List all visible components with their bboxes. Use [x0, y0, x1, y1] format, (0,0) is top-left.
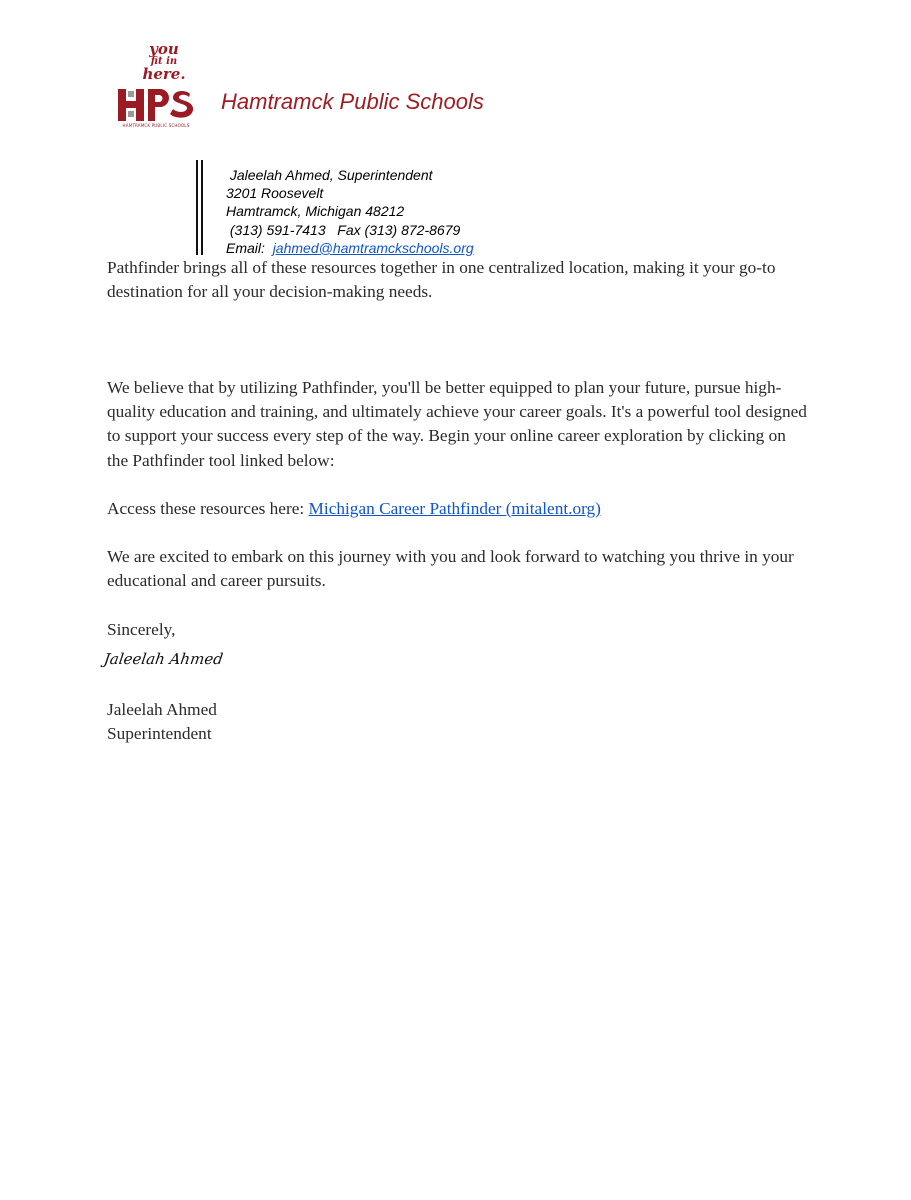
paragraph-4: [107, 545, 807, 593]
paragraph-3: [107, 497, 807, 521]
signer-block: [107, 698, 807, 746]
logo-tagline-line2: fit in: [150, 56, 178, 67]
address-phone-fax: (313) 591-7413 Fax (313) 872-8679: [226, 221, 461, 238]
handwritten-signature: Jaleelah Ahmed: [102, 650, 225, 668]
address-name-line: Jaleelah Ahmed, Superintendent: [226, 167, 433, 183]
hps-logo-mark: [116, 88, 196, 122]
address-email-line: [226, 239, 474, 257]
address-street: 3201 Roosevelt: [226, 185, 324, 202]
email-link[interactable]: jahmed@hamtramckschools.org: [272, 239, 474, 256]
paragraph-1-text: Pathfinder brings all of these resources together in one centralized location, making it your go-to destination for all your decision-making needs.: [107, 258, 776, 302]
paragraph-4-text: We are excited to embark on this journey with you and look forward to watching you thrive in your educational and career pursuits.: [107, 547, 794, 591]
closing: [107, 618, 807, 642]
hps-logo: [116, 42, 196, 132]
pathfinder-link[interactable]: Michigan Career Pathfinder (mitalent.org): [308, 499, 601, 518]
organization-name: Hamtramck Public Schools: [221, 89, 484, 114]
address-rule-right: [201, 160, 203, 255]
paragraph-2: [107, 376, 807, 473]
email-label: Email:: [226, 239, 273, 256]
signer-title: Superintendent: [107, 724, 212, 744]
address-block: [226, 166, 474, 257]
closing-text: Sincerely,: [107, 620, 176, 639]
paragraph-2-text: We believe that by utilizing Pathfinder, you'll be better equipped to plan your future, pursue high-quality education and training, and ultimately achieve your career goals. It's a powerful tool designed to support your success every step of the way. Begin your online career exploration by clicking on the Pathfinder tool linked below:: [107, 378, 807, 470]
address-city: Hamtramck, Michigan 48212: [226, 203, 405, 220]
logo-tagline-line1: you: [149, 40, 179, 58]
access-resources-text: Access these resources here:: [107, 499, 309, 518]
paragraph-1: [107, 256, 807, 304]
signer-name: Jaleelah Ahmed: [107, 700, 217, 719]
logo-tagline-line3: here.: [142, 65, 186, 83]
address-rule-left: [196, 160, 198, 255]
logo-subtitle: HAMTRAMCK PUBLIC SCHOOLS: [122, 123, 190, 128]
logo-tagline: [134, 42, 194, 81]
